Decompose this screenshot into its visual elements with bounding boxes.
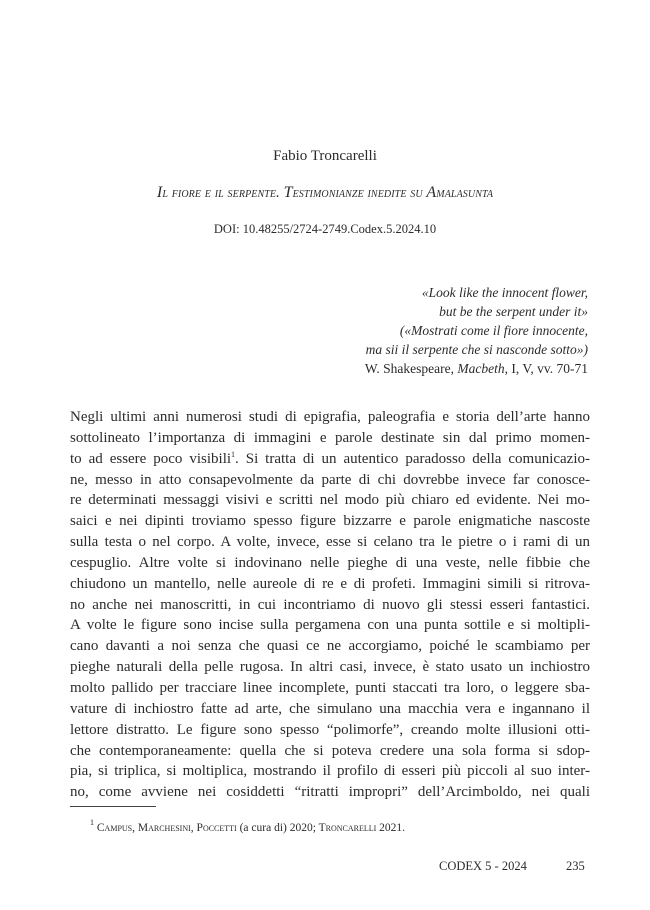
author-name: Fabio Troncarelli <box>273 148 377 164</box>
epigraph-source <box>365 359 588 378</box>
body-line: saici e nei dipinti troviamo spesso figure bizzarre e parole enigmatiche nascoste <box>70 513 590 530</box>
title-cap: I <box>156 184 163 201</box>
doi: DOI: 10.48255/2724-2749.Codex.5.2024.10 <box>213 222 437 236</box>
body-line: lettore distratto. Le figure sono spesso “polimorfe”, creando molte illusioni otti- <box>70 721 590 738</box>
epigraph-source-suffix: , I, V, vv. 70-71 <box>504 361 588 376</box>
body-line-text: to ad essere poco visibili <box>70 450 232 467</box>
footnote-number: 1 <box>90 818 94 827</box>
footnote <box>90 818 406 834</box>
body-line: no anche nei manoscritti, in cui incontriamo di nuovo gli stessi esseri fantastici. <box>70 596 590 613</box>
footnote-author: roncarelli <box>325 822 377 834</box>
title-text: l fiore e il serpente. <box>162 185 284 201</box>
footnote-text: 2021. <box>376 822 406 834</box>
body-line: no, come avviene nei cosiddetti “ritratti impropri” dell’Arcimboldo, nei quali <box>70 784 590 801</box>
body-line: chiudono un mantello, nelle aureole di re e di profeti. Immagini simili si ritrova- <box>70 575 590 592</box>
epigraph-line: «Look like the innocent flower, <box>421 285 588 300</box>
footnote-rule <box>70 806 156 807</box>
footnote-author: occetti <box>202 822 237 834</box>
footnote-author: M <box>137 822 149 834</box>
footnote-text: (a cura di) 2020; <box>236 822 319 834</box>
body-line: pieghe naturali della pelle rugosa. In altri casi, invece, è stato usato un inchiostro <box>70 659 590 676</box>
footnote-author: archesini <box>148 822 191 834</box>
epigraph-line: ma sii il serpente che si nasconde sotto») <box>365 342 588 357</box>
footnote-author: ampus <box>104 822 133 834</box>
body-line: Negli ultimi anni numerosi studi di epigrafia, paleografia e storia dell’arte hanno <box>70 409 590 425</box>
footnote-ref[interactable]: 1 <box>231 449 236 459</box>
epigraph-source-work: Macbeth <box>457 361 505 376</box>
body-line: re determinati messaggi visivi e scritti nel modo più chiaro ed evidente. Nei mo- <box>70 492 590 509</box>
body-line: che contemporaneamente: quella che si poteva credere una sola forma si sdop- <box>70 742 590 759</box>
body-line: sulla testa o nel corpo. A volte, invece, esse si celano tra le pietre o i rami di un <box>70 534 590 551</box>
body-line-text: . Si tratta di un autentico paradosso della comunicazio- <box>235 450 590 467</box>
epigraph <box>365 283 588 378</box>
page-number: 235 <box>566 859 585 873</box>
body-line: cano davanti a noi senza che quasi ce ne accorgiamo, poiché le scambiamo per <box>70 638 590 655</box>
body-line: pia, si triplica, si moltiplica, mostrando il profilo di esseri più piccoli al suo inter- <box>70 763 590 780</box>
body-line: vature di inchiostro fatte ad arte, che simulano una macchia vera e ingannano il <box>70 700 590 717</box>
title-text: estimonianze inedite su <box>292 185 427 201</box>
footnote-author: P <box>196 822 203 834</box>
epigraph-line: but be the serpent under it» <box>439 304 588 319</box>
title-cap: T <box>283 184 293 201</box>
title-text: malasunta <box>436 185 494 201</box>
body-line: cespuglio. Altre volte si indovinano nelle pieghe di una veste, nelle fibbie che <box>70 554 590 571</box>
epigraph-source-prefix: W. Shakespeare, <box>364 361 458 376</box>
epigraph-line: («Mostrati come il fiore innocente, <box>399 323 588 338</box>
footnote-separator: , <box>132 822 138 834</box>
body-text <box>70 407 590 803</box>
footnote-separator: , <box>190 822 197 834</box>
body-line <box>70 449 590 470</box>
article-title <box>0 184 650 202</box>
title-cap: A <box>426 184 437 201</box>
body-line: A volte le figure sono incise sulla pergamena con una punta sottile e si moltipli- <box>70 617 590 634</box>
body-line: sottolineato l’importanza di immagini e parole destinate sin dal primo momen- <box>70 429 590 446</box>
running-foot: CODEX 5 - 2024 <box>439 859 527 873</box>
body-line: molto pallido per tracciare linee incomplete, punti staccati tra loro, o leggere sba- <box>70 679 590 696</box>
footnote-author: C <box>96 822 105 834</box>
body-line: ne, messo in atto consapevolmente da parte di chi dovrebbe invece far conosce- <box>70 471 590 488</box>
footnote-author: T <box>318 822 326 834</box>
